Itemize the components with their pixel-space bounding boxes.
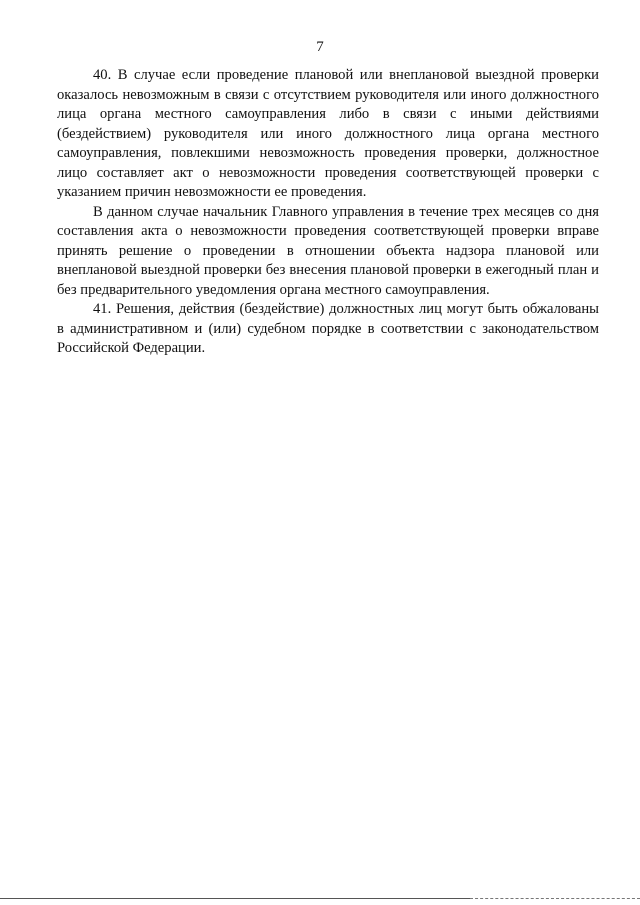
paragraph-40: 40. В случае если проведение плановой или внеплановой выездной проверки оказалось невозможным в связи с отсутствием руководителя или иного должностного лица органа местного самоуправления либо в связи с иными действиями (бездействием) руководителя или иного должностного лица органа местного самоуправления, повлекшими невозможность проведения проверки, должностное лицо составляет акт о невозможности проведения соответствующей проверки с указанием причин невозможности ее проведения.	[57, 67, 599, 200]
paragraph-41: 41. Решения, действия (бездействие) должностных лиц могут быть обжалованы в административном и (или) судебном порядке в соответствии с законодательством Российской Федерации.	[57, 301, 599, 356]
page-number: 7	[316, 39, 324, 55]
document-body	[57, 66, 599, 359]
bottom-divider-dashed	[470, 898, 640, 899]
paragraph-40-continuation: В данном случае начальник Главного управления в течение трех месяцев со дня составления акта о невозможности проведения соответствующей проверки вправе принять решение о проведении в отношении объекта надзора плановой или внеплановой выездной проверки без внесения плановой проверки в ежегодный план и без предварительного уведомления органа местного самоуправления.	[57, 203, 599, 298]
bottom-divider	[0, 898, 470, 899]
